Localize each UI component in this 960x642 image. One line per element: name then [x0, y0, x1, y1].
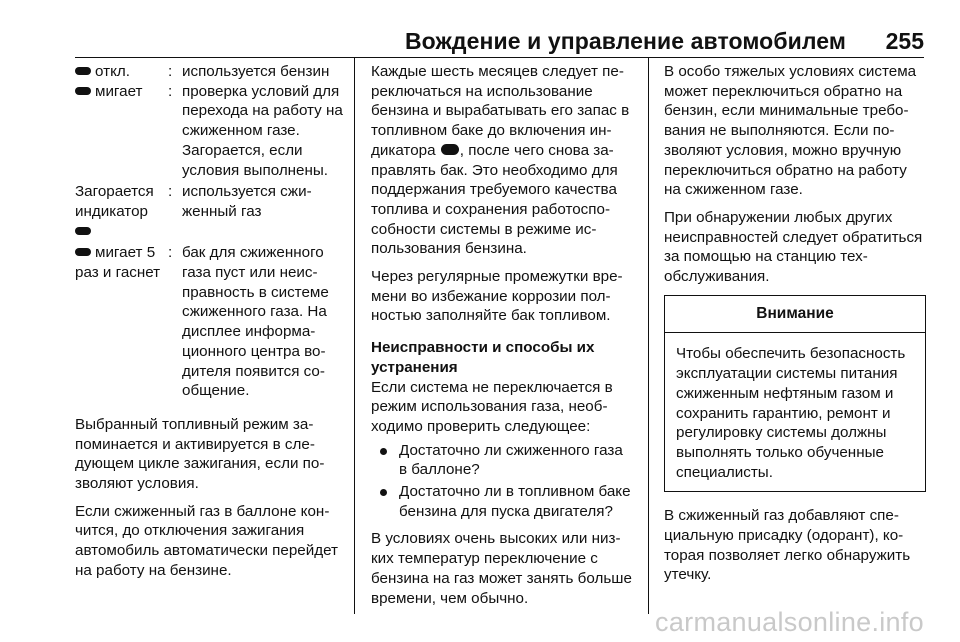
page-number: 255: [885, 28, 924, 54]
header-rule: [75, 57, 924, 58]
status-value: проверка условий для перехода на работу на сжиженном газе. Загорается, если условия выполнены.: [182, 82, 343, 179]
status-key: мигает: [95, 82, 143, 100]
status-colon: :: [168, 63, 173, 80]
column-divider: [648, 58, 649, 614]
paragraph: Если система не переключается в режим использования газа, необходимо проверить следующее:: [371, 378, 613, 435]
paragraph: Если сжиженный газ в баллоне кончится, до отключения зажигания автомобиль автоматически перейдет на работу на бензине.: [75, 502, 338, 579]
status-row: [75, 62, 345, 82]
column-3: [664, 62, 926, 593]
status-row: [75, 182, 345, 241]
column-2: [371, 62, 633, 616]
status-key: Загорается индикатор: [75, 183, 154, 220]
status-row: [75, 243, 345, 401]
paragraph: При обнаружении любых других неисправностей следует обратиться за помощью на станцию техобслуживания.: [664, 208, 923, 286]
status-colon: :: [168, 244, 173, 262]
status-value: бак для сжиженного газа пуст или неисправность в системе сжиженного газа. На дисплее информационного центра водителя появится сообщение.: [182, 244, 329, 400]
check-list: [371, 441, 633, 522]
section-heading: Неисправности и способы их устранения: [371, 339, 595, 376]
paragraph: В сжиженный газ добавляют специальную присадку (одорант), которая позволяет легко обнаружить утечку.: [664, 507, 911, 584]
lpg-indicator-icon: [75, 87, 91, 95]
status-value: используется сжиженный газ: [182, 183, 312, 220]
paragraph: Выбранный топливный режим запоминается и активируется в следующем цикле зажигания, если позволяют условия.: [75, 415, 325, 493]
status-key: откл.: [95, 63, 130, 80]
status-colon: :: [168, 183, 173, 201]
column-divider: [354, 58, 355, 614]
lpg-indicator-icon: [75, 248, 91, 256]
paragraph: В условиях очень высоких или низких температур переключение с бензина на газ может занять больше времени, чем обычно.: [371, 530, 632, 607]
status-value: используется бензин: [182, 63, 330, 80]
status-table: [75, 62, 345, 401]
list-item: Достаточно ли в топливном баке бензина для пуска двигателя?: [371, 482, 633, 521]
status-key: мигает 5 раз и гаснет: [75, 244, 161, 282]
lpg-indicator-icon: [441, 144, 459, 155]
lpg-indicator-icon: [75, 67, 91, 75]
paragraph: В особо тяжелых условиях система может переключиться обратно на бензин, если минимальные требования не выполняются. Если позволяют условия, можно вручную переключиться обратно на работу на сжиженном газе.: [664, 63, 917, 199]
lpg-indicator-icon: [75, 227, 91, 235]
page-title: Вождение и управление автомобилем: [404, 28, 846, 54]
page-header: [0, 0, 960, 58]
column-1: [75, 62, 345, 589]
warning-box: [664, 295, 926, 493]
paragraph: Через регулярные промежутки времени во избежание коррозии полностью заполняйте бак топливом.: [371, 268, 623, 325]
list-item: Достаточно ли сжиженного газа в баллоне?: [371, 441, 633, 480]
warning-title: Внимание: [665, 296, 925, 334]
status-colon: :: [168, 82, 173, 100]
watermark: carmanualsonline.info: [655, 607, 924, 637]
status-row: [75, 82, 345, 181]
warning-text: Чтобы обеспечить безопасность эксплуатации системы питания сжиженным нефтяным газом и сохранить гарантию, ремонт и регулировку системы должны выполнять только обученные специалисты.: [676, 345, 906, 481]
paragraph: Каждые шесть месяцев следует переключаться на использование бензина и вырабатывать его запас в топливном баке до включения индикатора , после чего снова заправлять бак. Это необходимо для поддержания требуемого качества топлива и сохранения работоспособности системы в режиме использования бензина.: [371, 63, 630, 258]
